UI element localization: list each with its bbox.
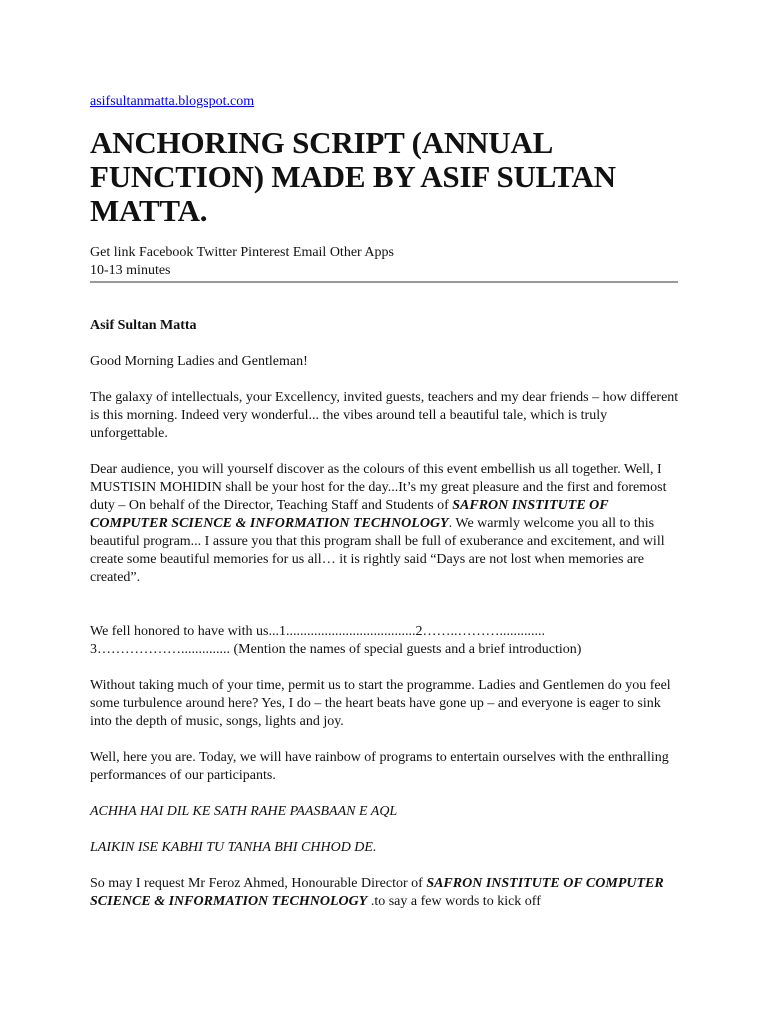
document-page [90,92,690,911]
paragraph-request [90,875,680,911]
article-meta [90,244,690,280]
audience-text-end: . We warmly welcome you all to this beautiful program... I assure you that this program shall be full of exuberance and excitement, and will create some beautiful memories for us all… it is rightly said “Days are not lost when memories are created”. [90,516,665,585]
honored-line-1: We fell honored to have with us...1.....................................2……..………............. [90,624,545,639]
verse-line-1: ACHHA HAI DIL KE SATH RAHE PAASBAAN E AQL [90,804,398,819]
audience-text-start: Dear audience, you will yourself discover as the colours of this event embellish us all together. Well, I MUSTISIN MOHIDIN shall be your host for the day...It’s my great pleasure and the first and foremost duty – On behalf of the Director, Teaching Staff and Students of [90,462,667,513]
blog-link[interactable]: asifsultanmatta.blogspot.com [90,94,255,109]
honored-line-2: 3……………….............. (Mention the names of special guests and a brief introduction) [90,642,582,657]
share-links-line[interactable]: Get link Facebook Twitter Pinterest Email Other Apps [90,245,394,260]
page-title: ANCHORING SCRIPT (ANNUAL FUNCTION) MADE BY ASIF SULTAN MATTA. [90,125,616,228]
paragraph-greeting: Good Morning Ladies and Gentleman! [90,354,308,369]
author-name: Asif Sultan Matta [90,318,197,333]
request-institute-emphasis: SAFRON INSTITUTE OF COMPUTER SCIENCE & INFORMATION TECHNOLOGY [90,876,664,909]
read-time: 10-13 minutes [90,263,171,278]
paragraph-galaxy: The galaxy of intellectuals, your Excellency, invited guests, teachers and my dear friends – how different is this morning. Indeed very wonderful... the vibes around tell a beautiful tale, which is truly unforgettable. [90,390,679,441]
paragraph-without: Without taking much of your time, permit us to start the programme. Ladies and Gentlemen do you feel some turbulence around here? Yes, I do – the heart beats have gone up – and everyone is eager to sink into the depth of music, songs, lights and joy. [90,678,671,729]
request-text-end: .to say a few words to kick off [367,894,541,909]
institute-name-emphasis: SAFRON INSTITUTE OF COMPUTER SCIENCE & INFORMATION TECHNOLOGY [90,498,609,531]
paragraph-audience [90,461,680,587]
paragraph-honored [90,623,680,659]
request-text-start: So may I request Mr Feroz Ahmed, Honourable Director of [90,876,427,891]
paragraph-rainbow: Well, here you are. Today, we will have rainbow of programs to entertain ourselves with the enthralling performances of our participants. [90,750,669,783]
verse-line-2: LAIKIN ISE KABHI TU TANHA BHI CHHOD DE. [90,840,377,855]
header-divider [90,281,678,283]
